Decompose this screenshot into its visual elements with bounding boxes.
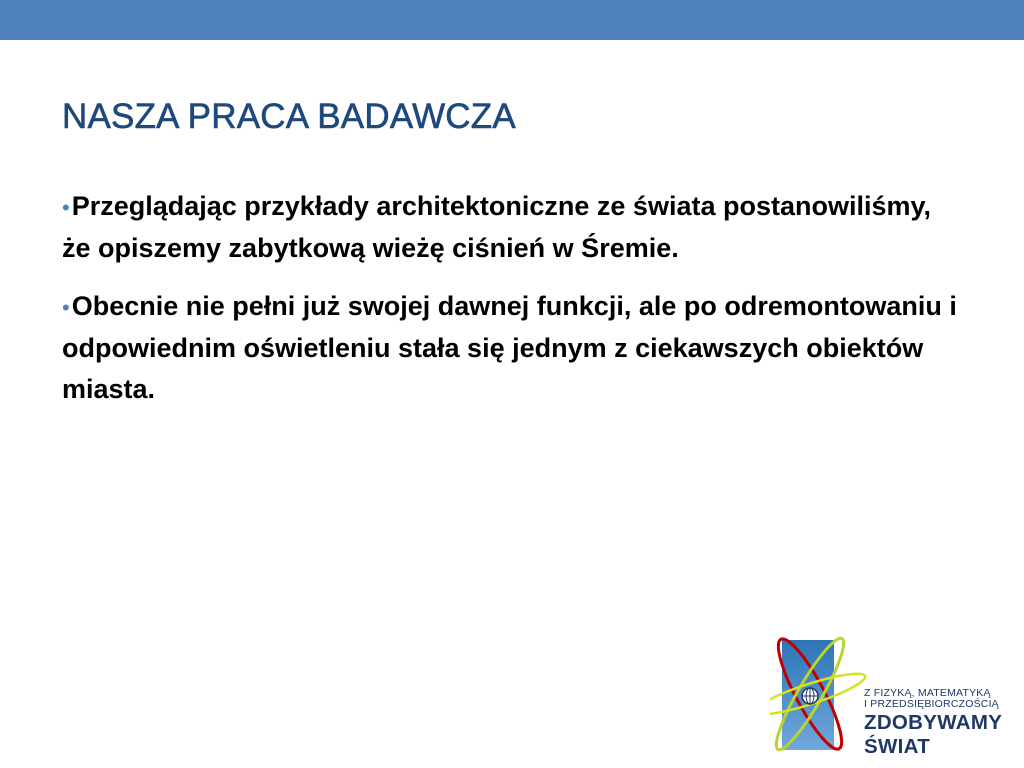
bullet-marker: • [62,295,70,320]
logo-name-line1: ZDOBYWAMY [864,711,1003,734]
bullet-text: Przeglądając przykłady architektoniczne ze świata postanowiliśmy, że opiszemy zabytkową wieżę ciśnień w Śremie. [62,191,932,263]
top-accent-bar [0,0,1024,40]
bullet-item [62,286,962,410]
bullet-marker: • [62,195,70,220]
logo-tagline: Z FIZYKĄ, MATEMATYKĄ I PRZEDSIĘBIORCZOŚCIĄ [864,687,999,710]
logo-name-line2: ŚWIAT [864,735,931,758]
slide-content [62,186,962,427]
slide-title: NASZA PRACA BADAWCZA [62,97,516,136]
zdobywamy-swiat-logo [770,622,1024,768]
bullet-text: Obecnie nie pełni już swojej dawnej funkcji, ale po odremontowaniu i odpowiednim oświetleniu stała się jednym z ciekawszych obiektów miasta. [62,291,957,404]
bullet-item [62,186,962,269]
